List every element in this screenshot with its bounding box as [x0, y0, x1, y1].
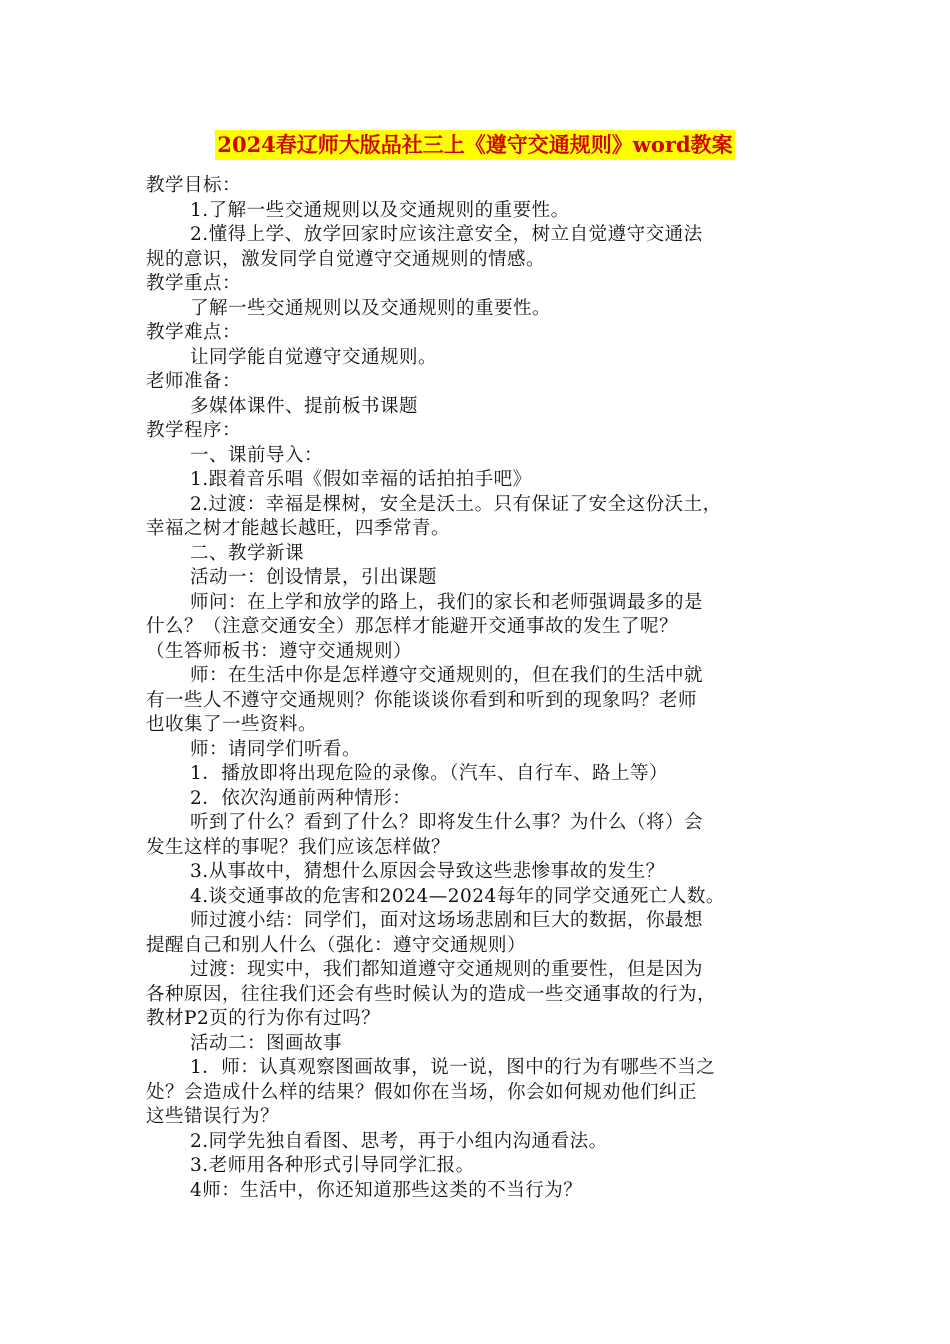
text-line: 2.懂得上学、放学回家时应该注意安全，树立自觉遵守交通法 — [190, 224, 703, 245]
text-line: 师：在生活中你是怎样遵守交通规则的，但在我们的生活中就 — [190, 665, 704, 686]
text-line: 活动二：图画故事 — [190, 1032, 343, 1054]
text-line: 提醒自己和别人什么（强化：遵守交通规则） — [146, 934, 527, 956]
text-line: 师过渡小结：同学们，面对这场场悲剧和巨大的数据，你最想 — [190, 910, 704, 931]
text-line: 2．依次沟通前两种情形： — [190, 787, 412, 809]
text-line: 二、教学新课 — [190, 542, 305, 564]
text-line: 过渡：现实中，我们都知道遵守交通规则的重要性，但是因为 — [190, 959, 704, 980]
text-line: 1．播放即将出现危险的录像。（汽车、自行车、路上等） — [190, 763, 669, 784]
text-line: 教材P2页的行为你有过吗？ — [146, 1008, 381, 1029]
text-line: 一、课前导入： — [190, 444, 324, 466]
text-line: 有一些人不遵守交通规则？你能谈谈你看到和听到的现象吗？老师 — [146, 689, 698, 711]
text-line: 多媒体课件、提前板书课题 — [190, 395, 419, 417]
text-line: 2.同学先独自看图、思考，再于小组内沟通看法。 — [190, 1130, 608, 1152]
document-title: 2024春辽师大版品社三上《遵守交通规则》word教案 — [215, 130, 734, 160]
text-line: 教学目标： — [146, 175, 242, 196]
text-line: 3.从事故中，猜想什么原因会导致这些悲惨事故的发生？ — [190, 861, 665, 882]
text-line: 听到了什么？看到了什么？即将发生什么事？为什么（将）会 — [190, 812, 704, 833]
text-line: 2.过渡：幸福是棵树，安全是沃土。只有保证了安全这份沃土， — [190, 493, 722, 515]
text-line: 3.老师用各种形式引导同学汇报。 — [190, 1155, 475, 1176]
text-line: （生答师板书：遵守交通规则） — [146, 640, 413, 662]
text-line: 1．师：认真观察图画故事，说一说，图中的行为有哪些不当之 — [190, 1057, 716, 1078]
text-line: 幸福之树才能越长越旺，四季常青。 — [146, 518, 451, 539]
text-line: 这些错误行为？ — [146, 1106, 280, 1127]
text-line: 4师：生活中，你还知道那些这类的不当行为？ — [190, 1179, 583, 1201]
text-line: 各种原因，往往我们还会有些时候认为的造成一些交通事故的行为， — [146, 983, 717, 1005]
text-line: 师：请同学们听看。 — [190, 738, 362, 760]
text-line: 4.谈交通事故的危害和2024—2024每年的同学交通死亡人数。 — [190, 885, 725, 907]
text-line: 教学程序： — [146, 420, 242, 441]
text-line: 发生这样的事呢？我们应该怎样做？ — [146, 836, 451, 858]
text-line: 规的意识，激发同学自觉遵守交通规则的情感。 — [146, 248, 546, 270]
text-line: 也收集了一些资料。 — [146, 714, 318, 735]
text-line: 教学难点： — [146, 322, 242, 343]
text-line: 老师准备： — [146, 371, 242, 392]
text-line: 教学重点： — [146, 273, 242, 294]
text-line: 1.跟着音乐唱《假如幸福的话拍拍手吧》 — [190, 469, 532, 490]
text-line: 1.了解一些交通规则以及交通规则的重要性。 — [190, 199, 570, 221]
text-line: 让同学能自觉遵守交通规则。 — [190, 346, 438, 368]
text-line: 活动一：创设情景，引出课题 — [190, 567, 438, 588]
text-line: 师问：在上学和放学的路上，我们的家长和老师强调最多的是 — [190, 591, 704, 613]
title-wrap — [0, 130, 950, 160]
document-body — [146, 174, 826, 1203]
text-line: 处？会造成什么样的结果？假如你在当场，你会如何规劝他们纠正 — [146, 1081, 698, 1103]
text-line: 了解一些交通规则以及交通规则的重要性。 — [190, 297, 552, 319]
text-line: 什么？（注意交通安全）那怎样才能避开交通事故的发生了呢？ — [146, 616, 679, 637]
